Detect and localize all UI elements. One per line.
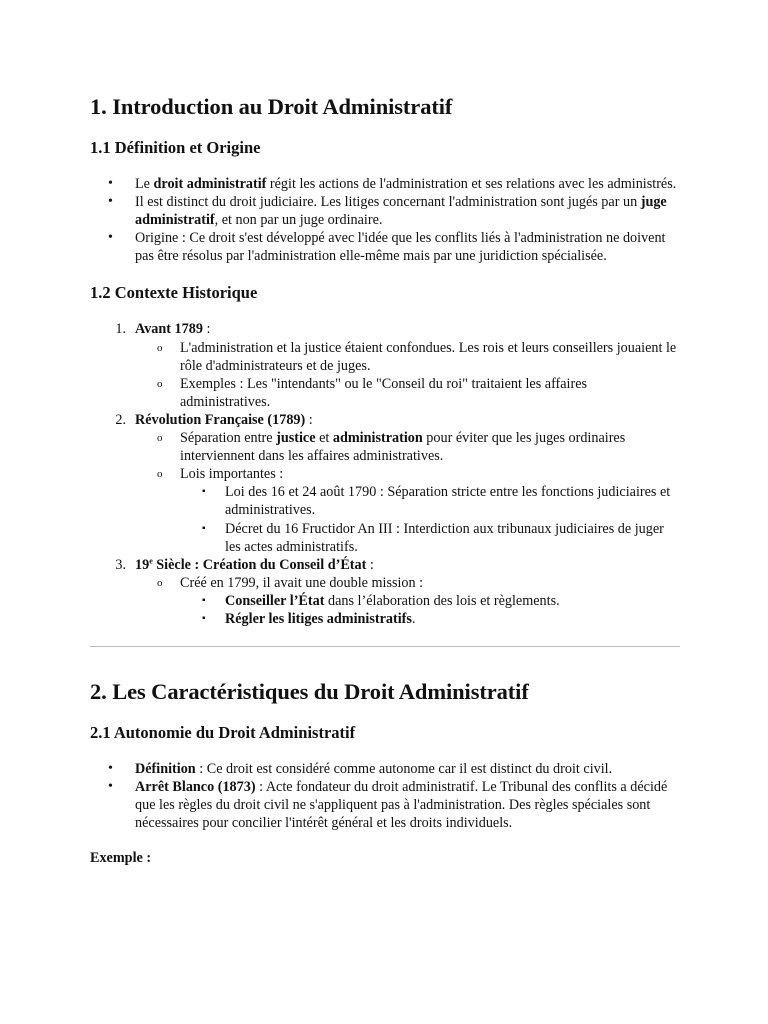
list-item [135,465,680,555]
list-number: 3. [115,556,126,573]
bullet-disc-icon: • [108,779,113,795]
bold-text: Régler les litiges administratifs [225,610,412,627]
definition-list [90,175,680,265]
text: : [202,321,211,338]
bullet-disc-icon: • [108,176,113,191]
bullet-circle-icon: o [157,377,163,390]
superscript: e [149,555,153,565]
bullet-disc-icon: • [108,230,113,246]
bold-text: Révolution Française (1789) [135,411,306,428]
text: Siècle : Création du Conseil d’État [152,556,367,573]
bold-text: droit administratif [153,176,267,192]
text: : Acte fondateur du droit administratif. Le Tribunal des conflits a décidé que les règles du droit civil ne s'appliquent pas à l'administration. Des règles spéciales sont nécessaires pour concilier l'intérêt général et les droits individuels. [135,779,668,832]
section-2-1-title: 2.1 Autonomie du Droit Administratif [90,723,356,743]
list-item [90,320,680,410]
section-1-2-title: 1.2 Contexte Historique [90,283,258,303]
list-item [135,375,680,411]
text: , et non par un juge ordinaire. [214,212,383,229]
sub-list [135,339,680,411]
text: pour éviter que les juges ordinaires interviennent dans les affaires administratives. [180,430,626,465]
sub-list [135,574,680,628]
text: : Ce droit est considéré comme autonome car il est distinct du droit civil. [195,761,613,778]
sub-sub-list [180,592,680,628]
list-item [180,483,680,519]
section-1-1-title: 1.1 Définition et Origine [90,138,261,157]
text: dans l’élaboration des lois et règlements. [324,592,560,609]
history-list [90,320,680,628]
bullet-circle-icon: o [157,432,163,445]
document-content [90,93,680,868]
list-item [180,592,680,610]
text: Séparation entre [180,430,277,447]
bullet-square-icon: ▪ [202,612,206,624]
list-number: 2. [115,411,126,428]
text: Décret du 16 Fructidor An III : Interdiction aux tribunaux judiciaires de juger les actes administratifs. [225,520,664,555]
list-item [90,229,680,265]
bullet-circle-icon: o [157,468,163,481]
section-2-title: 2. Les Caractéristiques du Droit Administratif [90,679,529,705]
bold-text: justice [276,430,316,447]
list-item [135,339,680,375]
text: : [366,556,374,573]
bullet-disc-icon: • [108,761,113,777]
list-item [90,760,680,778]
list-item [180,520,680,556]
list-item [90,193,680,229]
bullet-square-icon: ▪ [202,522,206,534]
text: Il est distinct du droit judiciaire. Les litiges concernant l'administration sont jugés par un [135,194,641,211]
list-item [135,429,680,465]
text: 19 [135,556,150,573]
text: Origine : Ce droit s'est développé avec l'idée que les conflits liés à l'administration ne doivent pas être résolus par l'administration elle-même mais par une juridiction spécialisée. [135,230,666,265]
list-item [90,778,680,832]
bullet-circle-icon: o [157,341,163,354]
list-item [180,610,680,628]
text: Exemples : Les "intendants" ou le "Conseil du roi" traitaient les affaires administratives. [180,375,588,410]
list-item [90,556,680,628]
bold-text: Arrêt Blanco (1873) [135,779,256,796]
sub-sub-list [180,483,680,555]
text: régit les actions de l'administration et ses relations avec les administrés. [266,176,677,192]
bold-text: juge administratif [135,194,667,229]
autonomy-list [90,760,680,832]
text: : [305,411,313,428]
text: L'administration et la justice étaient confondues. Les rois et leurs conseillers jouaient le rôle d'administrateurs et de juges. [180,339,677,374]
list-item [135,574,680,628]
bold-text: Définition [135,761,196,778]
list-item [90,175,680,193]
example-label: Exemple : [90,850,152,867]
text: Lois importantes : [180,466,284,483]
text: Loi des 16 et 24 août 1790 : Séparation stricte entre les fonctions judiciaires et administratives. [225,484,671,519]
text: et [315,430,333,447]
list-item [90,411,680,556]
bullet-square-icon: ▪ [202,486,206,498]
bold-text: Avant 1789 [135,321,203,338]
list-number: 1. [115,321,126,338]
text: Créé en 1799, il avait une double mission : [180,574,424,591]
bullet-circle-icon: o [157,576,163,589]
bold-text: administration [332,430,423,447]
text: Le [135,176,154,192]
bullet-square-icon: ▪ [202,594,206,606]
bold-text [135,557,366,573]
bold-text: Conseiller l’État [225,592,325,609]
bullet-disc-icon: • [108,194,113,210]
sub-list [135,429,680,556]
section-divider [90,646,680,647]
text: . [411,610,416,627]
section-1-title: 1. Introduction au Droit Administratif [90,94,453,119]
